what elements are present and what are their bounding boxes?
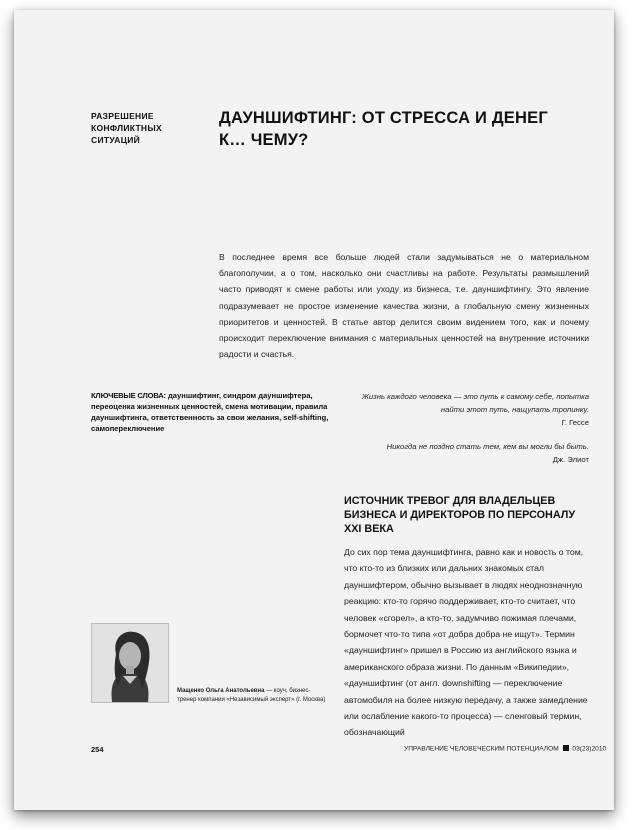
- keywords-block: [91, 390, 339, 434]
- keywords-text: дауншифтинг, синдром дауншифтера, переоценка жизненных ценностей, смена мотивации, правила дауншифтинга, ответственность за свои желания, self-shifting, самопереключение: [91, 391, 329, 433]
- epigraphs: [349, 390, 589, 477]
- epigraph-author: Г. Гессе: [561, 418, 589, 427]
- section-rubric: [91, 110, 201, 146]
- author-portrait-icon: [92, 624, 168, 702]
- author-photo: [91, 623, 169, 703]
- epigraph-text: Жизнь каждого человека — это путь к самому себе, попытка найти этот путь, нащупать тропинку.: [361, 392, 589, 414]
- article-title: ДАУНШИФТИНГ: ОТ СТРЕССА И ДЕНЕГ К… ЧЕМУ?: [219, 109, 548, 149]
- keywords-label: КЛЮЧЕВЫЕ СЛОВА:: [91, 391, 166, 400]
- article-lead: В последнее время все больше людей стали задумываться не о материальном благополучии, а о том, насколько они счастливы на работе. Результаты размышлений часто приводят к смене работы или уходу из бизнеса, т.е. дауншифтингу. Это явление подразумевает не простое изменение качества жизни, а глобальную смену жизненных приоритетов и ценностей. В статье автор делится своим видением того, как и почему происходит переключение внимания с материальных ценностей на внутренние источники радости и счастья.: [219, 252, 589, 360]
- journal-name: УПРАВЛЕНИЕ ЧЕЛОВЕЧЕСКИМ ПОТЕНЦИАЛОМ: [404, 745, 559, 753]
- epigraph-text: Никогда не поздно стать тем, кем вы могли бы быть.: [386, 442, 589, 451]
- journal-footer: [404, 745, 607, 753]
- page-number: 254: [91, 745, 104, 754]
- rubric-line: КОНФЛИКТНЫХ: [91, 123, 162, 133]
- journal-issue: 03(23)2010: [572, 745, 607, 753]
- author-name: Мащенко Ольга Анатольевна: [177, 688, 265, 694]
- author-caption: [177, 687, 327, 705]
- epigraph-author: Дж. Элиот: [552, 455, 589, 464]
- rubric-line: РАЗРЕШЕНИЕ: [91, 111, 154, 121]
- section-body: До сих пор тема дауншифтинга, равно как и новость о том, что кто-то из близких или дальних знакомых стал дауншифтером, обычно вызывает в людях неоднозначную реакцию: кто-то горячо поддерживает, кто-то считает, что человек «сгорел», а кто-то, задумчиво пожимая плечами, бормочет что-то типа «от добра добра не ищут». Термин «дауншифтинг» пришел в Россию из английского языка и американского образа жизни. По данным «Википедии», «дауншифтинг (от англ. downshifting — переключение автомобиля на более низкую передачу, а также замедление или ослабление какого-то процесса) — сленговый термин, обозначающий: [344, 547, 588, 738]
- square-bullet-icon: [563, 745, 569, 751]
- author-description: — коуч, бизнес-тренер компании «Независимый эксперт» (г. Москва): [177, 688, 326, 703]
- section-heading: ИСТОЧНИК ТРЕВОГ ДЛЯ ВЛАДЕЛЬЦЕВ БИЗНЕСА И ДИРЕКТОРОВ ПО ПЕРСОНАЛУ XXI ВЕКА: [344, 495, 576, 535]
- rubric-line: СИТУАЦИЙ: [91, 135, 141, 145]
- journal-page: [14, 10, 614, 810]
